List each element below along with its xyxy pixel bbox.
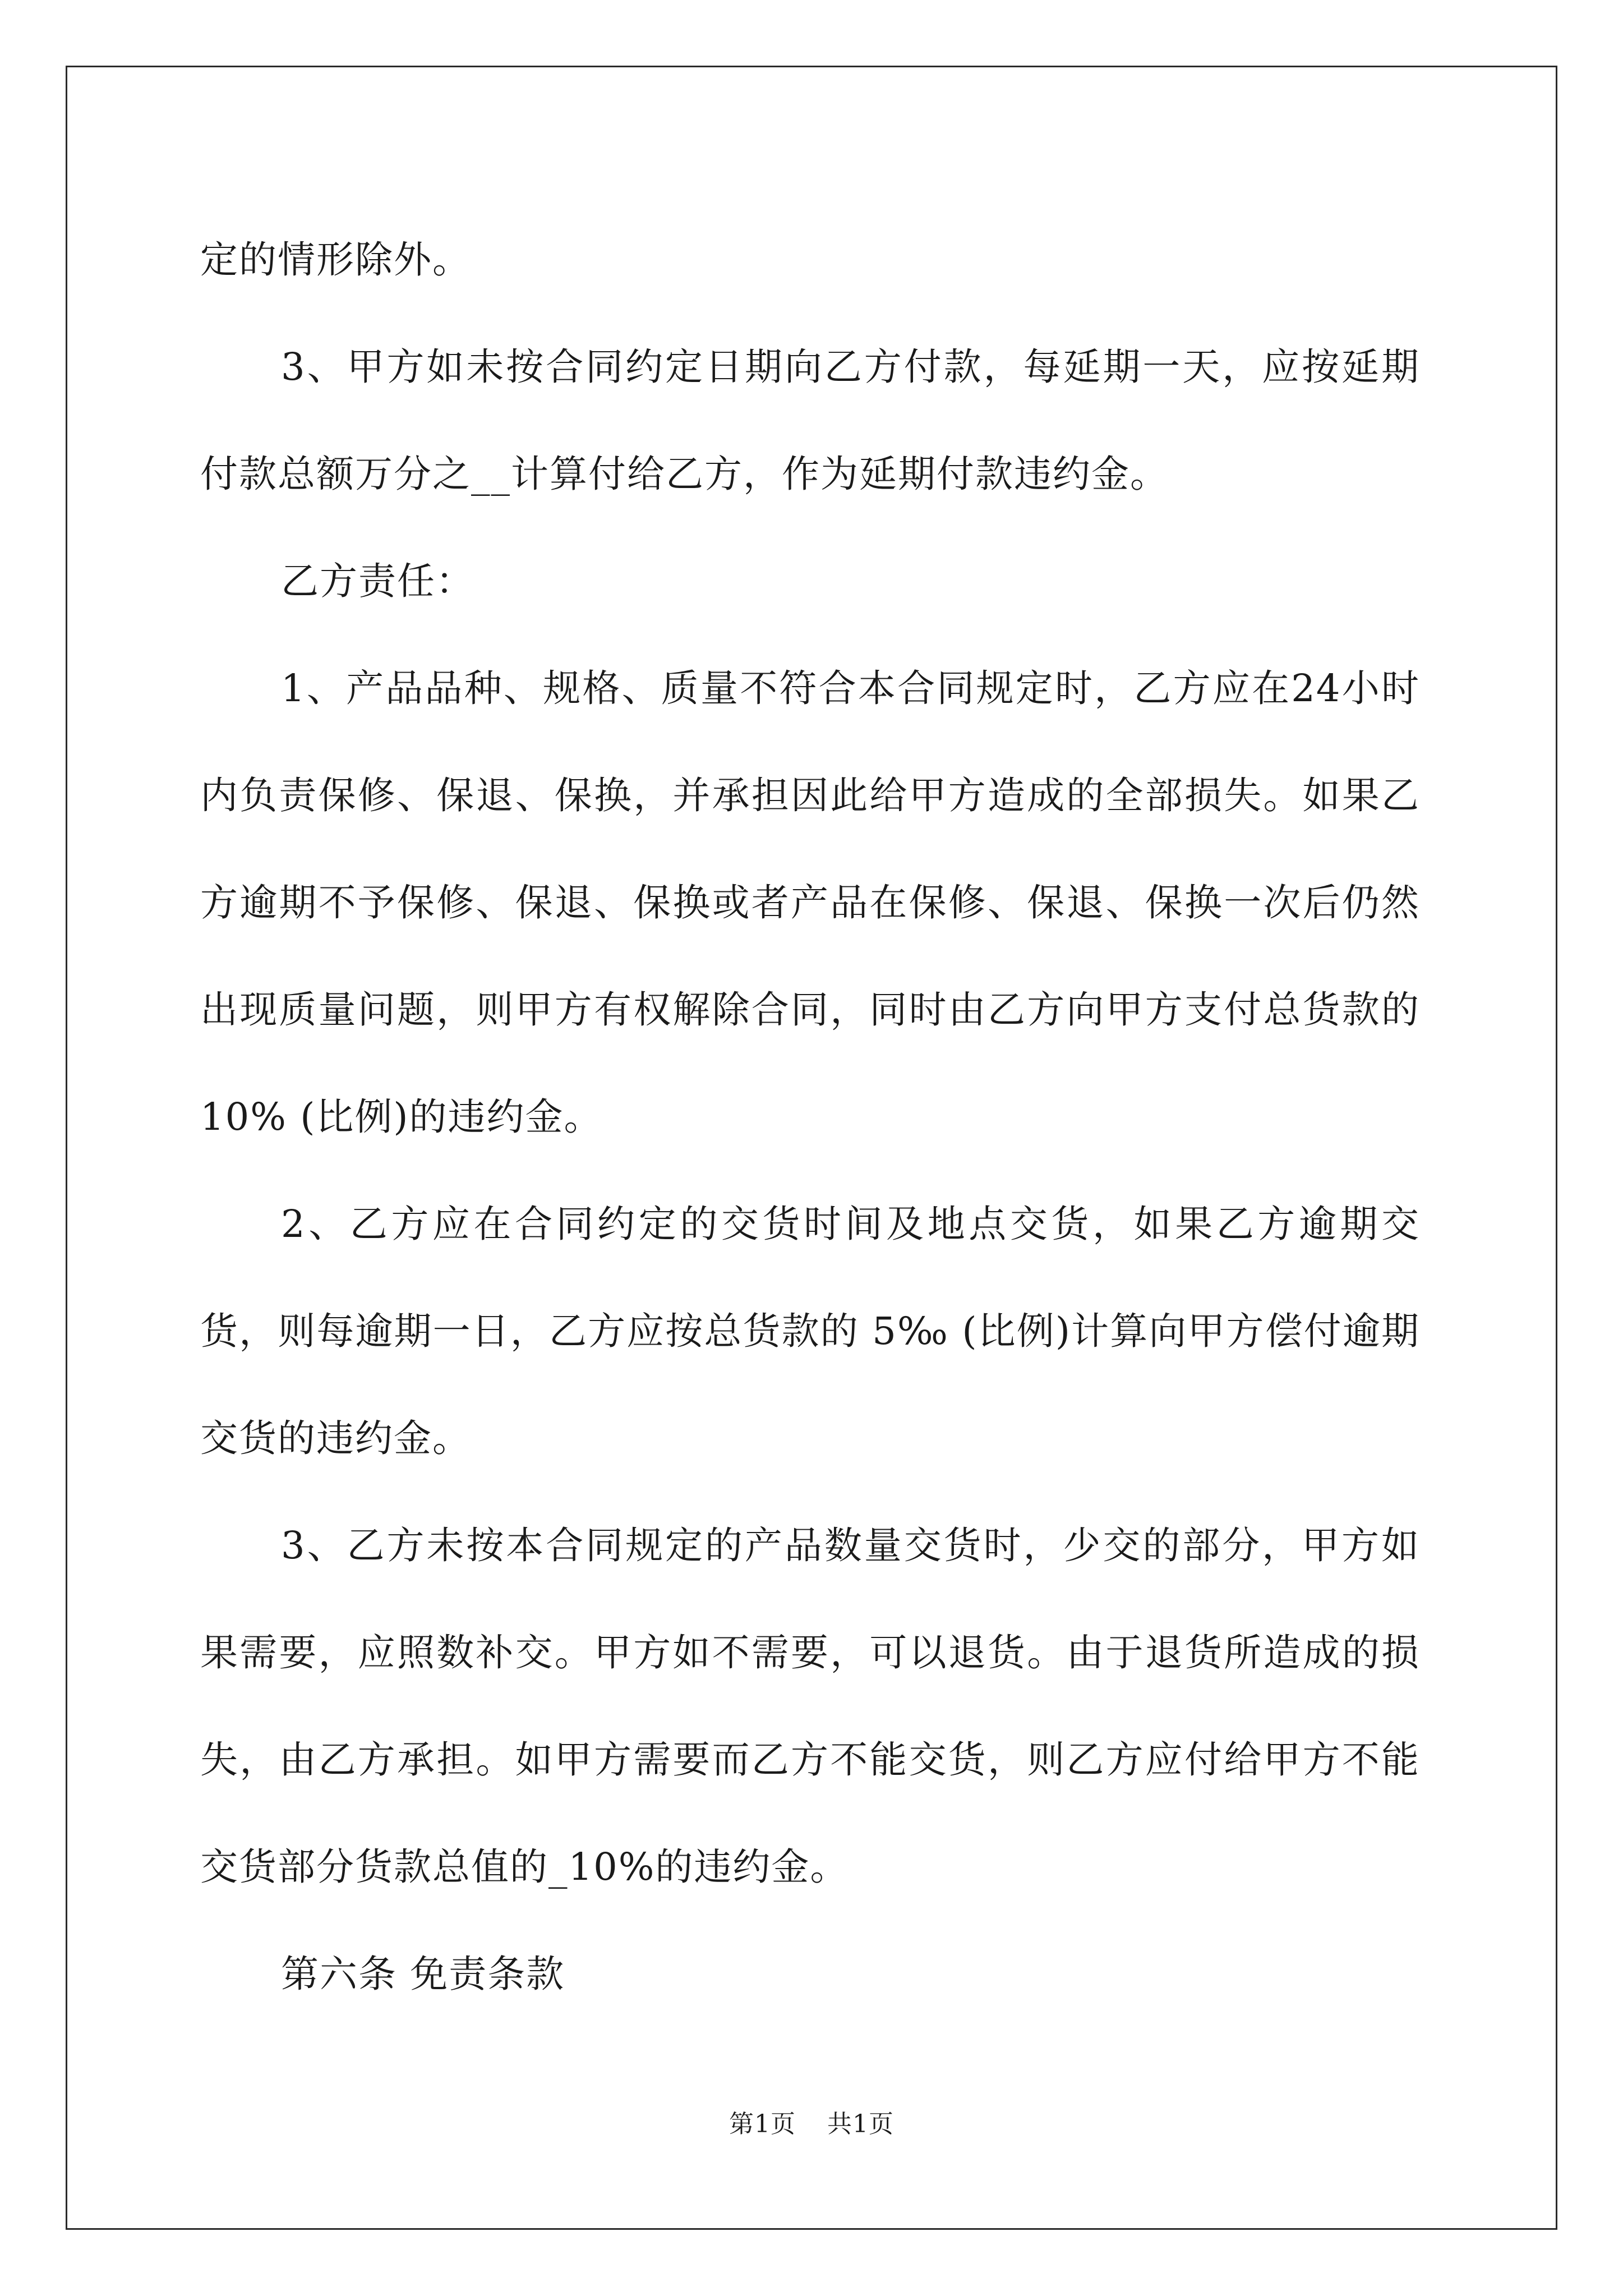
page-number-current: 第1页	[729, 2110, 796, 2138]
paragraph-clause-continuation: 定的情形除外。	[200, 238, 471, 282]
paragraph-party-b-clause-2: 2、乙方应在合同约定的交货时间及地点交货，如果乙方逾期交货，则每逾期一日，乙方应按总货款的 5‰ (比例)计算向甲方偿付逾期交货的违约金。	[200, 1202, 1420, 1460]
heading-party-b-liability: 乙方责任：	[281, 559, 474, 603]
paragraph-party-b-clause-3: 3、乙方未按本合同规定的产品数量交货时，少交的部分，甲方如果需要，应照数补交。甲方如不需要，可以退货。由于退货所造成的损失，由乙方承担。如甲方需要而乙方不能交货，则乙方应付给甲方不能交货部分货款总值的_10%的违约金。	[200, 1524, 1420, 1889]
page-footer	[0, 2108, 1623, 2141]
document-body	[200, 206, 1420, 2028]
heading-article-six: 第六条 免责条款	[281, 1952, 565, 1996]
paragraph-party-b-clause-1: 1、产品品种、规格、质量不符合本合同规定时，乙方应在24小时内负责保修、保退、保换，并承担因此给甲方造成的全部损失。如果乙方逾期不予保修、保退、保换或者产品在保修、保退、保换一次后仍然出现质量问题，则甲方有权解除合同，同时由乙方向甲方支付总货款的 10% (比例)的违约金。	[200, 666, 1420, 1139]
paragraph-party-a-clause-3: 3、甲方如未按合同约定日期向乙方付款，每延期一天，应按延期付款总额万分之__计算付给乙方，作为延期付款违约金。	[200, 345, 1420, 496]
page-number-total: 共1页	[827, 2110, 894, 2138]
